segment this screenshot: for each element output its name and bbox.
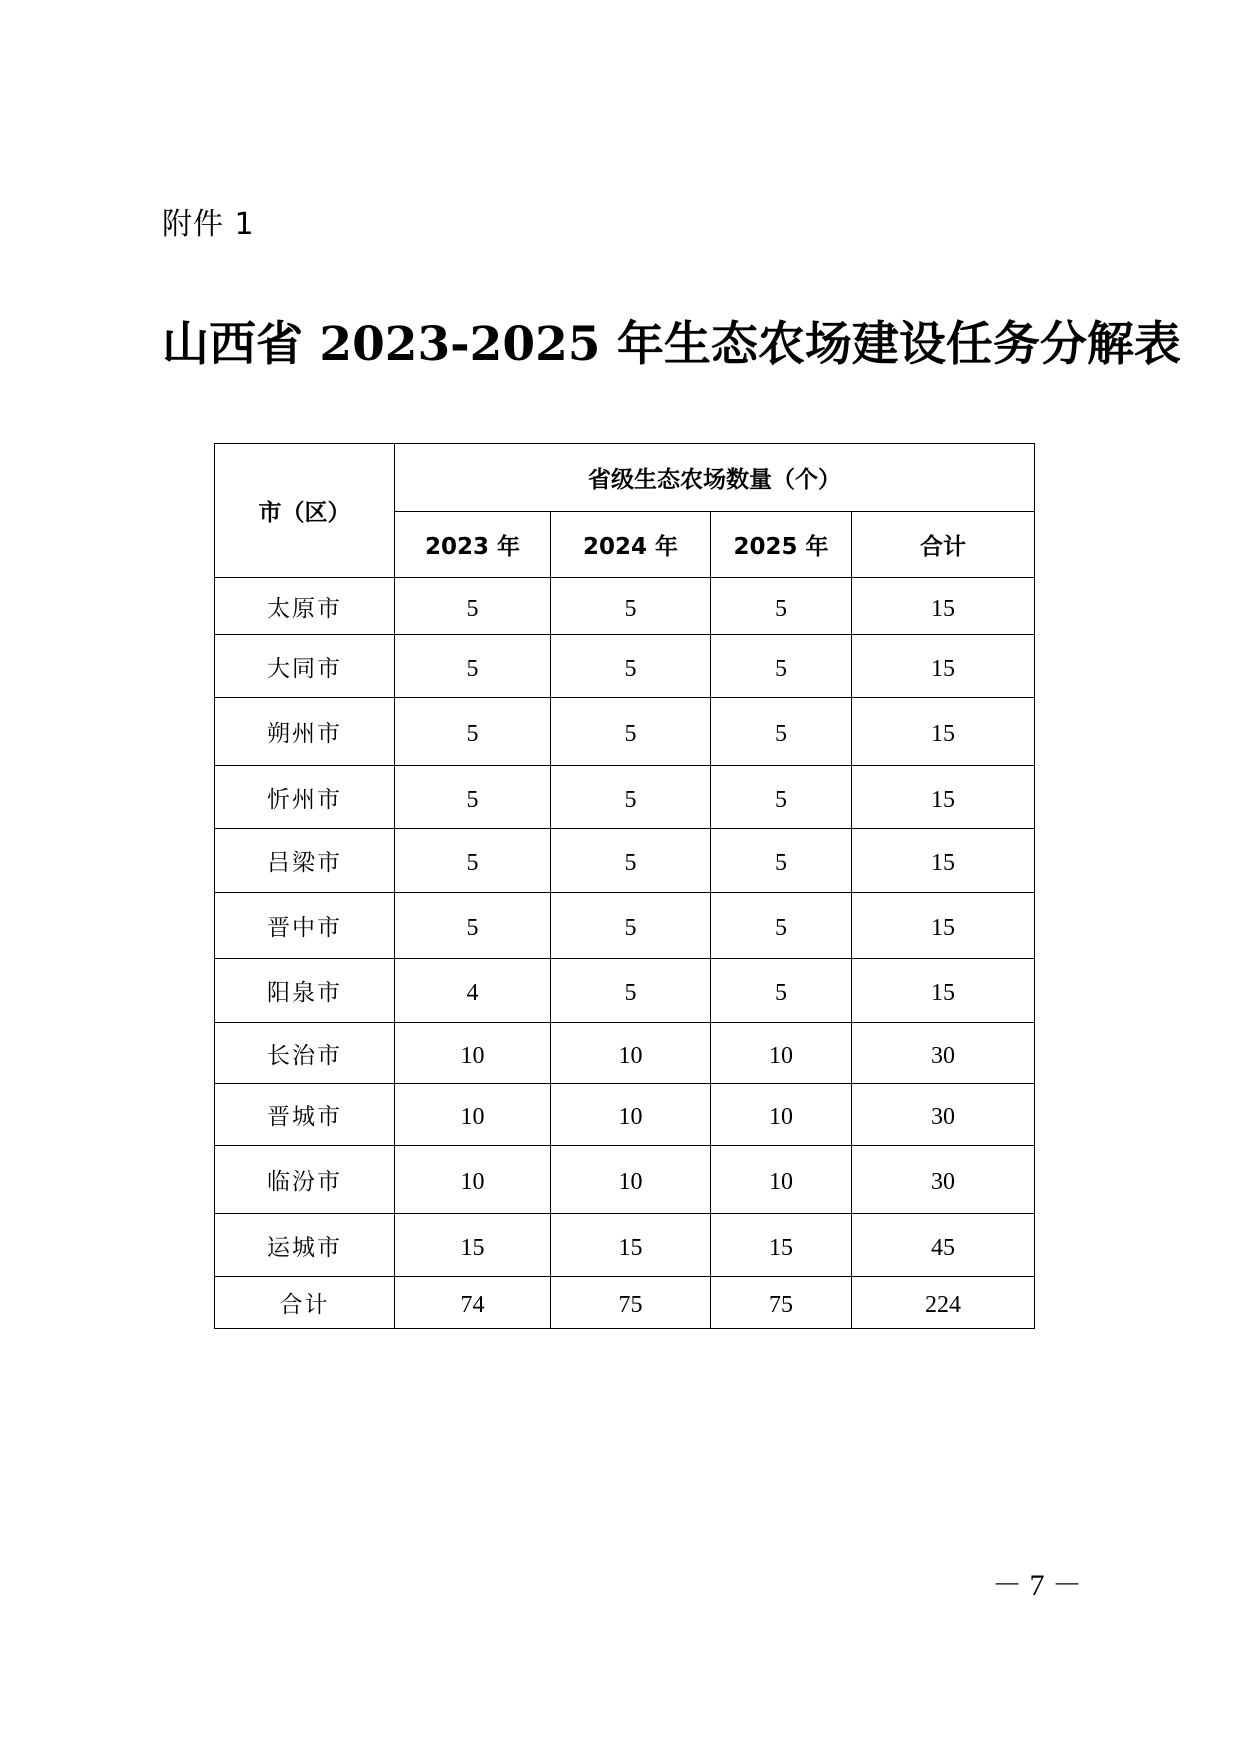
value-cell-2025: 10: [711, 1146, 852, 1214]
year-header-2023: 2023 年: [395, 512, 551, 578]
page-title: 山西省 2023-2025 年生态农场建设任务分解表: [162, 317, 1181, 372]
value-cell-2023: 5: [395, 766, 551, 829]
value-cell-2025: 5: [711, 635, 852, 698]
city-cell: 太原市: [215, 578, 395, 635]
total-cell: 15: [852, 578, 1035, 635]
city-cell: 朔州市: [215, 698, 395, 766]
value-cell-2024: 15: [551, 1214, 711, 1277]
value-cell-2025: 5: [711, 578, 852, 635]
table-row: [215, 578, 1035, 635]
value-cell-2023: 5: [395, 698, 551, 766]
value-cell-2023: 5: [395, 578, 551, 635]
value-cell-2023: 5: [395, 893, 551, 959]
grand-total-value: 224: [852, 1277, 1035, 1329]
table-header-row: [215, 444, 1035, 512]
page-number: － 7 －: [992, 1569, 1082, 1602]
total-value-2024: 75: [551, 1277, 711, 1329]
value-cell-2024: 5: [551, 829, 711, 893]
task-table: [214, 443, 1035, 1329]
city-cell: 临汾市: [215, 1146, 395, 1214]
value-cell-2024: 5: [551, 893, 711, 959]
region-header: 市（区）: [215, 444, 395, 578]
total-cell: 15: [852, 766, 1035, 829]
total-row-label: 合计: [215, 1277, 395, 1329]
city-cell: 长治市: [215, 1023, 395, 1084]
value-cell-2024: 10: [551, 1146, 711, 1214]
year-header-2024: 2024 年: [551, 512, 711, 578]
total-cell: 15: [852, 698, 1035, 766]
total-row: [215, 1277, 1035, 1329]
value-cell-2025: 5: [711, 959, 852, 1023]
total-cell: 15: [852, 635, 1035, 698]
table-row: [215, 893, 1035, 959]
total-cell: 30: [852, 1084, 1035, 1146]
table-row: [215, 766, 1035, 829]
city-cell: 晋城市: [215, 1084, 395, 1146]
total-value-2025: 75: [711, 1277, 852, 1329]
value-cell-2025: 5: [711, 698, 852, 766]
group-header: 省级生态农场数量（个）: [395, 444, 1035, 512]
table-row: [215, 635, 1035, 698]
value-cell-2025: 5: [711, 893, 852, 959]
value-cell-2023: 10: [395, 1084, 551, 1146]
city-cell: 运城市: [215, 1214, 395, 1277]
value-cell-2025: 10: [711, 1023, 852, 1084]
total-cell: 15: [852, 959, 1035, 1023]
value-cell-2025: 10: [711, 1084, 852, 1146]
value-cell-2023: 15: [395, 1214, 551, 1277]
city-cell: 大同市: [215, 635, 395, 698]
table-row: [215, 959, 1035, 1023]
total-cell: 30: [852, 1146, 1035, 1214]
total-cell: 15: [852, 829, 1035, 893]
value-cell-2023: 4: [395, 959, 551, 1023]
attachment-label: 附件 1: [162, 207, 255, 242]
year-header-2025: 2025 年: [711, 512, 852, 578]
total-cell: 15: [852, 893, 1035, 959]
table-row: [215, 1146, 1035, 1214]
value-cell-2024: 5: [551, 578, 711, 635]
total-header: 合计: [852, 512, 1035, 578]
value-cell-2024: 10: [551, 1023, 711, 1084]
table-row: [215, 829, 1035, 893]
value-cell-2023: 5: [395, 829, 551, 893]
value-cell-2023: 10: [395, 1023, 551, 1084]
city-cell: 晋中市: [215, 893, 395, 959]
total-cell: 30: [852, 1023, 1035, 1084]
value-cell-2024: 5: [551, 766, 711, 829]
table-row: [215, 698, 1035, 766]
value-cell-2025: 5: [711, 766, 852, 829]
value-cell-2025: 5: [711, 829, 852, 893]
city-cell: 忻州市: [215, 766, 395, 829]
value-cell-2024: 5: [551, 959, 711, 1023]
value-cell-2024: 10: [551, 1084, 711, 1146]
value-cell-2024: 5: [551, 635, 711, 698]
city-cell: 吕梁市: [215, 829, 395, 893]
value-cell-2023: 10: [395, 1146, 551, 1214]
table-row: [215, 1214, 1035, 1277]
value-cell-2025: 15: [711, 1214, 852, 1277]
table-row: [215, 1023, 1035, 1084]
value-cell-2023: 5: [395, 635, 551, 698]
total-value-2023: 74: [395, 1277, 551, 1329]
total-cell: 45: [852, 1214, 1035, 1277]
table-row: [215, 1084, 1035, 1146]
value-cell-2024: 5: [551, 698, 711, 766]
city-cell: 阳泉市: [215, 959, 395, 1023]
